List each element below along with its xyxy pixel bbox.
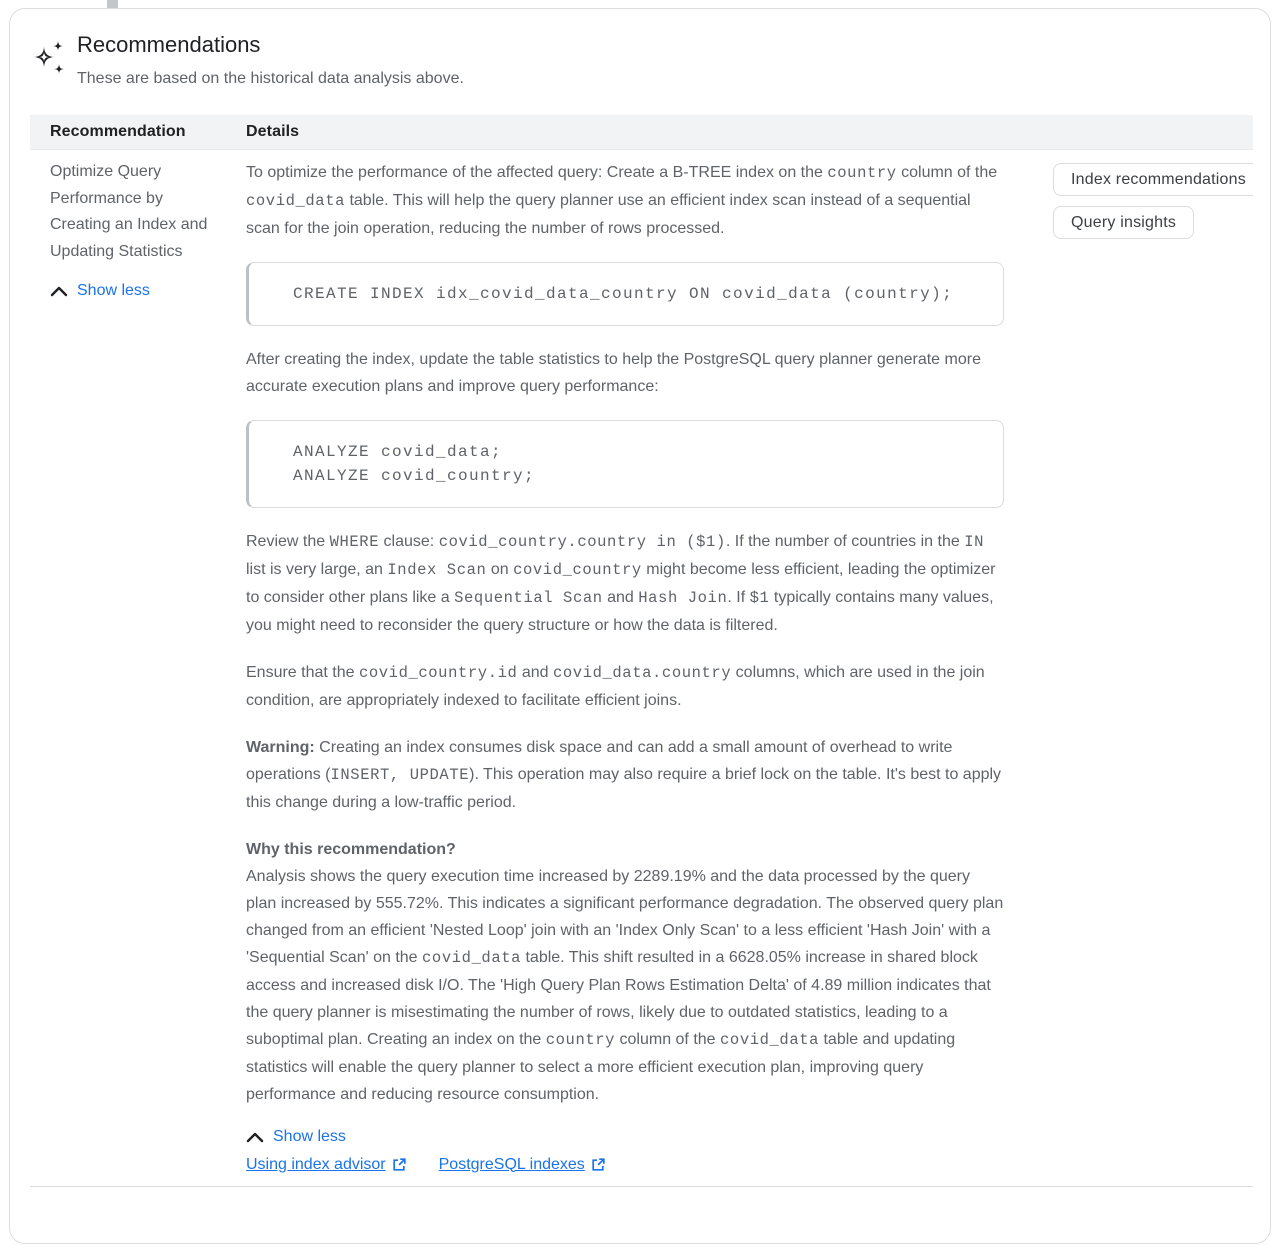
code-line: ANALYZE covid_country;: [293, 467, 536, 485]
text-run: column of the: [615, 1031, 721, 1048]
page-title: Recommendations: [77, 32, 261, 57]
text-run: columns, which are used in the join condition, are appropriately indexed to facilitate efficient joins.: [246, 664, 985, 709]
paragraph: [246, 159, 1004, 242]
text-run: . If: [727, 589, 750, 606]
show-less-label: Show less: [77, 282, 150, 299]
inline-code: Index Scan: [387, 561, 487, 579]
text-run: Analysis shows the query execution time increased by 2289.19% and the data processed by the query plan increased by 555.72%. This indicates a significant performance degradation. The observed query plan changed from an efficient 'Nested Loop' join with an 'Index Only Scan' to a less efficient 'Hash Join' with a 'Sequential Scan' on the: [246, 868, 1004, 966]
text-run: table and updating statistics will enable the query planner to select a more efficient execution plan, improving query performance and reducing resource consumption.: [246, 1031, 956, 1103]
link-label: Using index advisor: [246, 1155, 386, 1173]
inline-code: Hash Join: [638, 589, 728, 607]
inline-code: covid_data: [246, 192, 346, 210]
inline-code: IN: [964, 533, 985, 551]
text-run: typically contains many values, you might need to reconsider the query structure or how the data is filtered.: [246, 589, 994, 634]
text-run: After creating the index, update the table statistics to help the PostgreSQL query planner generate more accurate execution plans and improve query performance:: [246, 351, 981, 395]
query-insights-button[interactable]: Query insights: [1053, 206, 1194, 239]
inline-code: country: [545, 1031, 616, 1049]
text-run: ). This operation may also require a brief lock on the table. It's best to apply this change during a low-traffic period.: [246, 766, 1002, 811]
chevron-up-icon: [246, 1132, 264, 1143]
inline-code: WHERE: [329, 533, 380, 551]
text-run: list is very large, an: [246, 561, 388, 578]
text-run: Review the: [246, 533, 330, 550]
gemini-sparkle-icon: [32, 41, 66, 81]
text-run: Creating an index consumes disk space and can add a small amount of overhead to write operations (: [246, 739, 953, 783]
paragraph: [246, 734, 1004, 816]
recommendation-cell: [30, 150, 246, 302]
code-block: [246, 420, 1004, 508]
inline-code: country: [827, 164, 897, 182]
column-header-details: Details: [246, 123, 300, 140]
table-row: [30, 150, 1253, 1187]
details-cell: [246, 150, 1004, 1186]
paragraph: [246, 863, 1004, 1108]
recommendation-title: Optimize Query Performance by Creating an Index and Updating Statistics: [50, 163, 208, 260]
inline-code: covid_country.id: [358, 664, 518, 682]
code-line: ANALYZE covid_data;: [293, 443, 503, 461]
section-heading: [246, 836, 1004, 863]
paragraph: [246, 659, 1004, 714]
text-run: . If the number of countries in the: [725, 533, 965, 550]
text-run: and: [602, 589, 639, 606]
inline-code: $1: [749, 589, 770, 607]
chevron-up-icon: [50, 286, 68, 297]
inline-code: INSERT, UPDATE: [330, 766, 470, 784]
code-line: CREATE INDEX idx_covid_data_country ON covid_data (country);: [293, 285, 954, 303]
text-run: and: [517, 664, 553, 681]
text-run: table. This shift resulted in a 6628.05% increase in shared block access and increased disk I/O. The 'High Query Plan Rows Estimation Delta' of 4.89 million indicates that the query planner is misestimating the number of rows, likely due to outdated statistics, leading to a suboptimal plan. Creating an index on the: [246, 949, 991, 1048]
show-less-button-top[interactable]: [50, 282, 150, 300]
footer-links: [246, 1156, 1004, 1174]
inline-code: covid_data: [720, 1031, 820, 1049]
paragraph: [246, 346, 1004, 400]
inline-code: Sequential Scan: [454, 589, 603, 607]
recommendations-table: [30, 115, 1253, 1187]
show-less-button-bottom[interactable]: [246, 1128, 346, 1146]
bold-text: Warning:: [246, 739, 315, 756]
link-postgresql-indexes[interactable]: [439, 1156, 605, 1174]
text-run: Ensure that the: [246, 664, 359, 681]
show-less-label: Show less: [273, 1128, 346, 1145]
index-recommendations-button[interactable]: Index recommendations: [1053, 163, 1253, 196]
inline-code: covid_data: [422, 949, 522, 967]
actions-cell: [1053, 150, 1253, 249]
external-link-icon: [392, 1158, 406, 1172]
text-run: clause:: [379, 533, 439, 550]
inline-code: covid_data.country: [553, 664, 732, 682]
column-header-recommendation: Recommendation: [50, 123, 186, 140]
external-link-icon: [591, 1158, 605, 1172]
details-blocks: [246, 159, 1004, 1108]
text-run: on: [486, 561, 514, 578]
text-run: might become less efficient, leading the optimizer to consider other plans like a: [246, 561, 996, 606]
text-run: To optimize the performance of the affected query: Create a B-TREE index on the: [246, 164, 828, 181]
text-run: table. This will help the query planner use an efficient index scan instead of a sequential scan for the join operation, reducing the number of rows processed.: [246, 192, 971, 237]
text-run: Why this recommendation?: [246, 841, 456, 858]
page-subtitle: These are based on the historical data analysis above.: [77, 70, 464, 87]
link-label: PostgreSQL indexes: [438, 1155, 585, 1173]
code-block: [246, 262, 1004, 326]
paragraph: [246, 528, 1004, 639]
text-run: column of the: [896, 164, 998, 181]
inline-code: covid_country: [513, 561, 642, 579]
table-header-row: [30, 115, 1253, 150]
link-using-index-advisor[interactable]: [246, 1156, 406, 1174]
inline-code: covid_country.country in ($1): [438, 533, 726, 551]
